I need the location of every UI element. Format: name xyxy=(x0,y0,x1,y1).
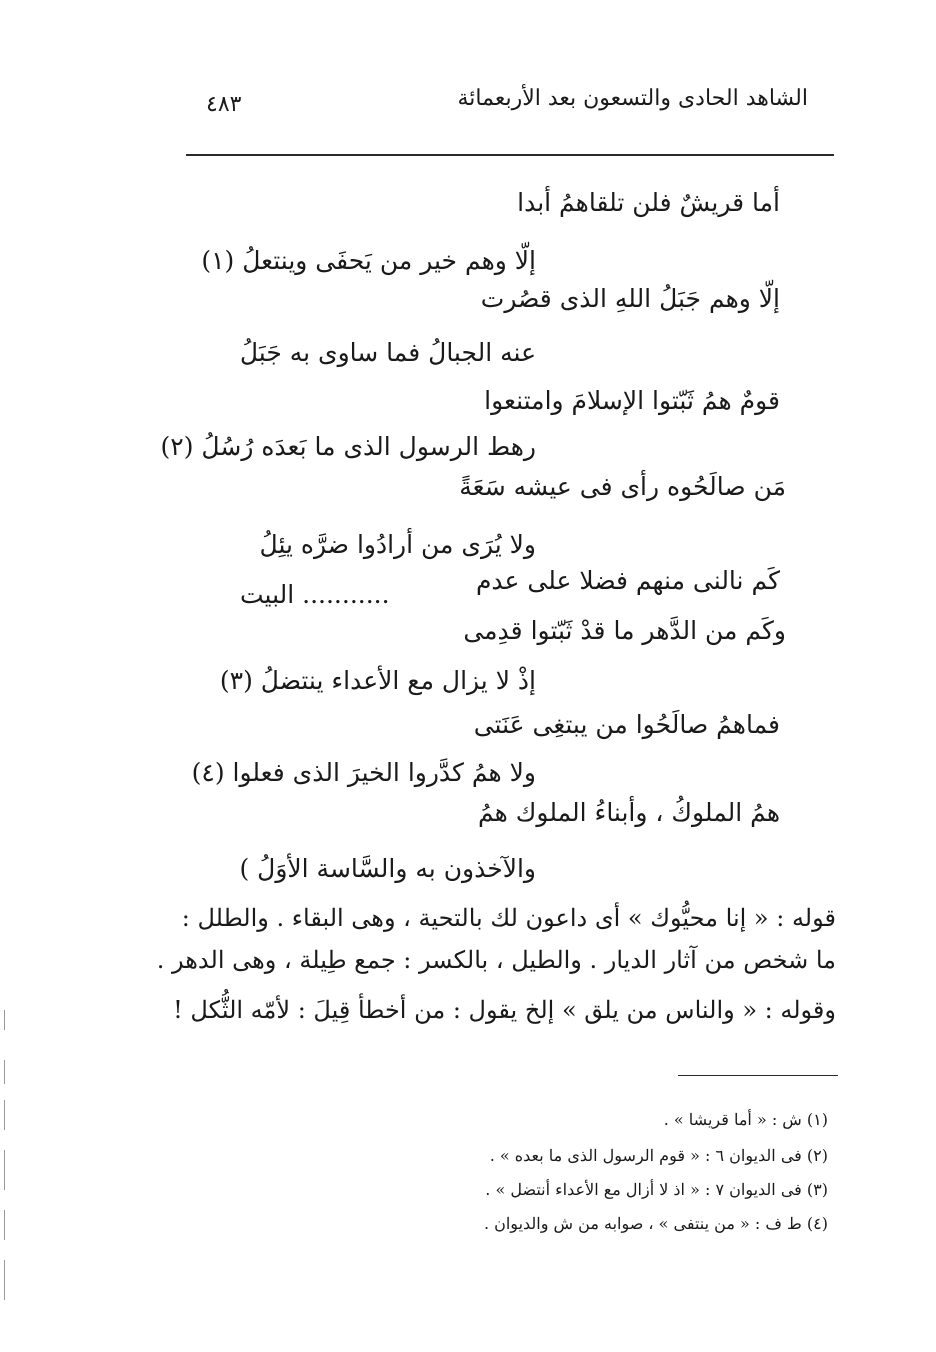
verse-line: رهط الرسول الذى ما بَعدَه رُسُلُ (٢) xyxy=(160,432,536,461)
verse-line: مَن صالَحُوه رأى فى عيشه سَعَةً xyxy=(459,472,786,501)
verse-line: إذْ لا يزال مع الأعداء ينتضلُ (٣) xyxy=(219,666,536,695)
commentary-line: وقوله : « والناس من يلق » إلخ يقول : من أخطأ قِيلَ : لأمّه الثُّكل ! xyxy=(173,996,836,1024)
scan-mark xyxy=(4,1210,5,1240)
verse-line: عنه الجبالُ فما ساوى به جَبَلُ xyxy=(239,338,536,367)
verse-line: وكَم من الدَّهر ما قدْ ثَبّتوا قدِمى xyxy=(463,616,786,645)
footnote: (٢) فى الديوان ٦ : « قوم الرسول الذى ما بعده » . xyxy=(489,1146,828,1165)
verse-line: كَم نالنى منهم فضلا على عدم xyxy=(475,566,780,595)
verse-line: قومٌ همُ ثَبّتوا الإسلامَ وامتنعوا xyxy=(484,386,780,415)
commentary-line: ما شخص من آثار الديار . والطيل ، بالكسر : جمع طِيلة ، وهى الدهر . xyxy=(156,946,836,974)
scan-mark xyxy=(4,1150,5,1190)
footnote: (٤) ط ف : « من ينتفى » ، صوابه من ش والديوان . xyxy=(483,1214,828,1233)
scan-mark xyxy=(4,1100,5,1130)
footnote: (٣) فى الديوان ٧ : « اذ لا أزال مع الأعداء أنتضل » . xyxy=(485,1180,828,1199)
verse-line: همُ الملوكُ ، وأبناءُ الملوك همُ xyxy=(478,798,780,827)
scan-mark xyxy=(4,1060,5,1084)
footnote-divider xyxy=(678,1075,838,1076)
scan-mark xyxy=(4,1010,5,1030)
verse-placeholder: ........... البيت xyxy=(240,580,390,609)
verse-line: فماهمُ صالَحُوا من يبتغِى عَنَتى xyxy=(473,710,780,739)
footnote: (١) ش : « أما قريشا » . xyxy=(663,1110,828,1129)
verse-line: أما قريشٌ فلن تلقاهمُ أبدا xyxy=(517,188,780,217)
verse-line: إلّا وهم جَبَلُ اللهِ الذى قصُرت xyxy=(480,284,780,313)
verse-line: ولا يُرَى من أرادُوا ضرَّه يئِلُ xyxy=(259,530,536,559)
verse-line: والآخذون به والسَّاسة الأوَلُ ) xyxy=(239,854,536,883)
running-header-title: الشاهد الحادى والتسعون بعد الأربعمائة xyxy=(457,86,808,111)
verse-line: إلّا وهم خير من يَحفَى وينتعلُ (١) xyxy=(201,246,536,275)
page-number: ٤٨٣ xyxy=(206,92,242,117)
header-divider xyxy=(186,154,834,156)
verse-line: ولا همُ كدَّروا الخيرَ الذى فعلوا (٤) xyxy=(191,758,536,787)
scan-mark xyxy=(4,1260,5,1300)
commentary-line: قوله : « إنا محيُّوك » أى داعون لك بالتحية ، وهى البقاء . والطلل : xyxy=(181,904,836,932)
